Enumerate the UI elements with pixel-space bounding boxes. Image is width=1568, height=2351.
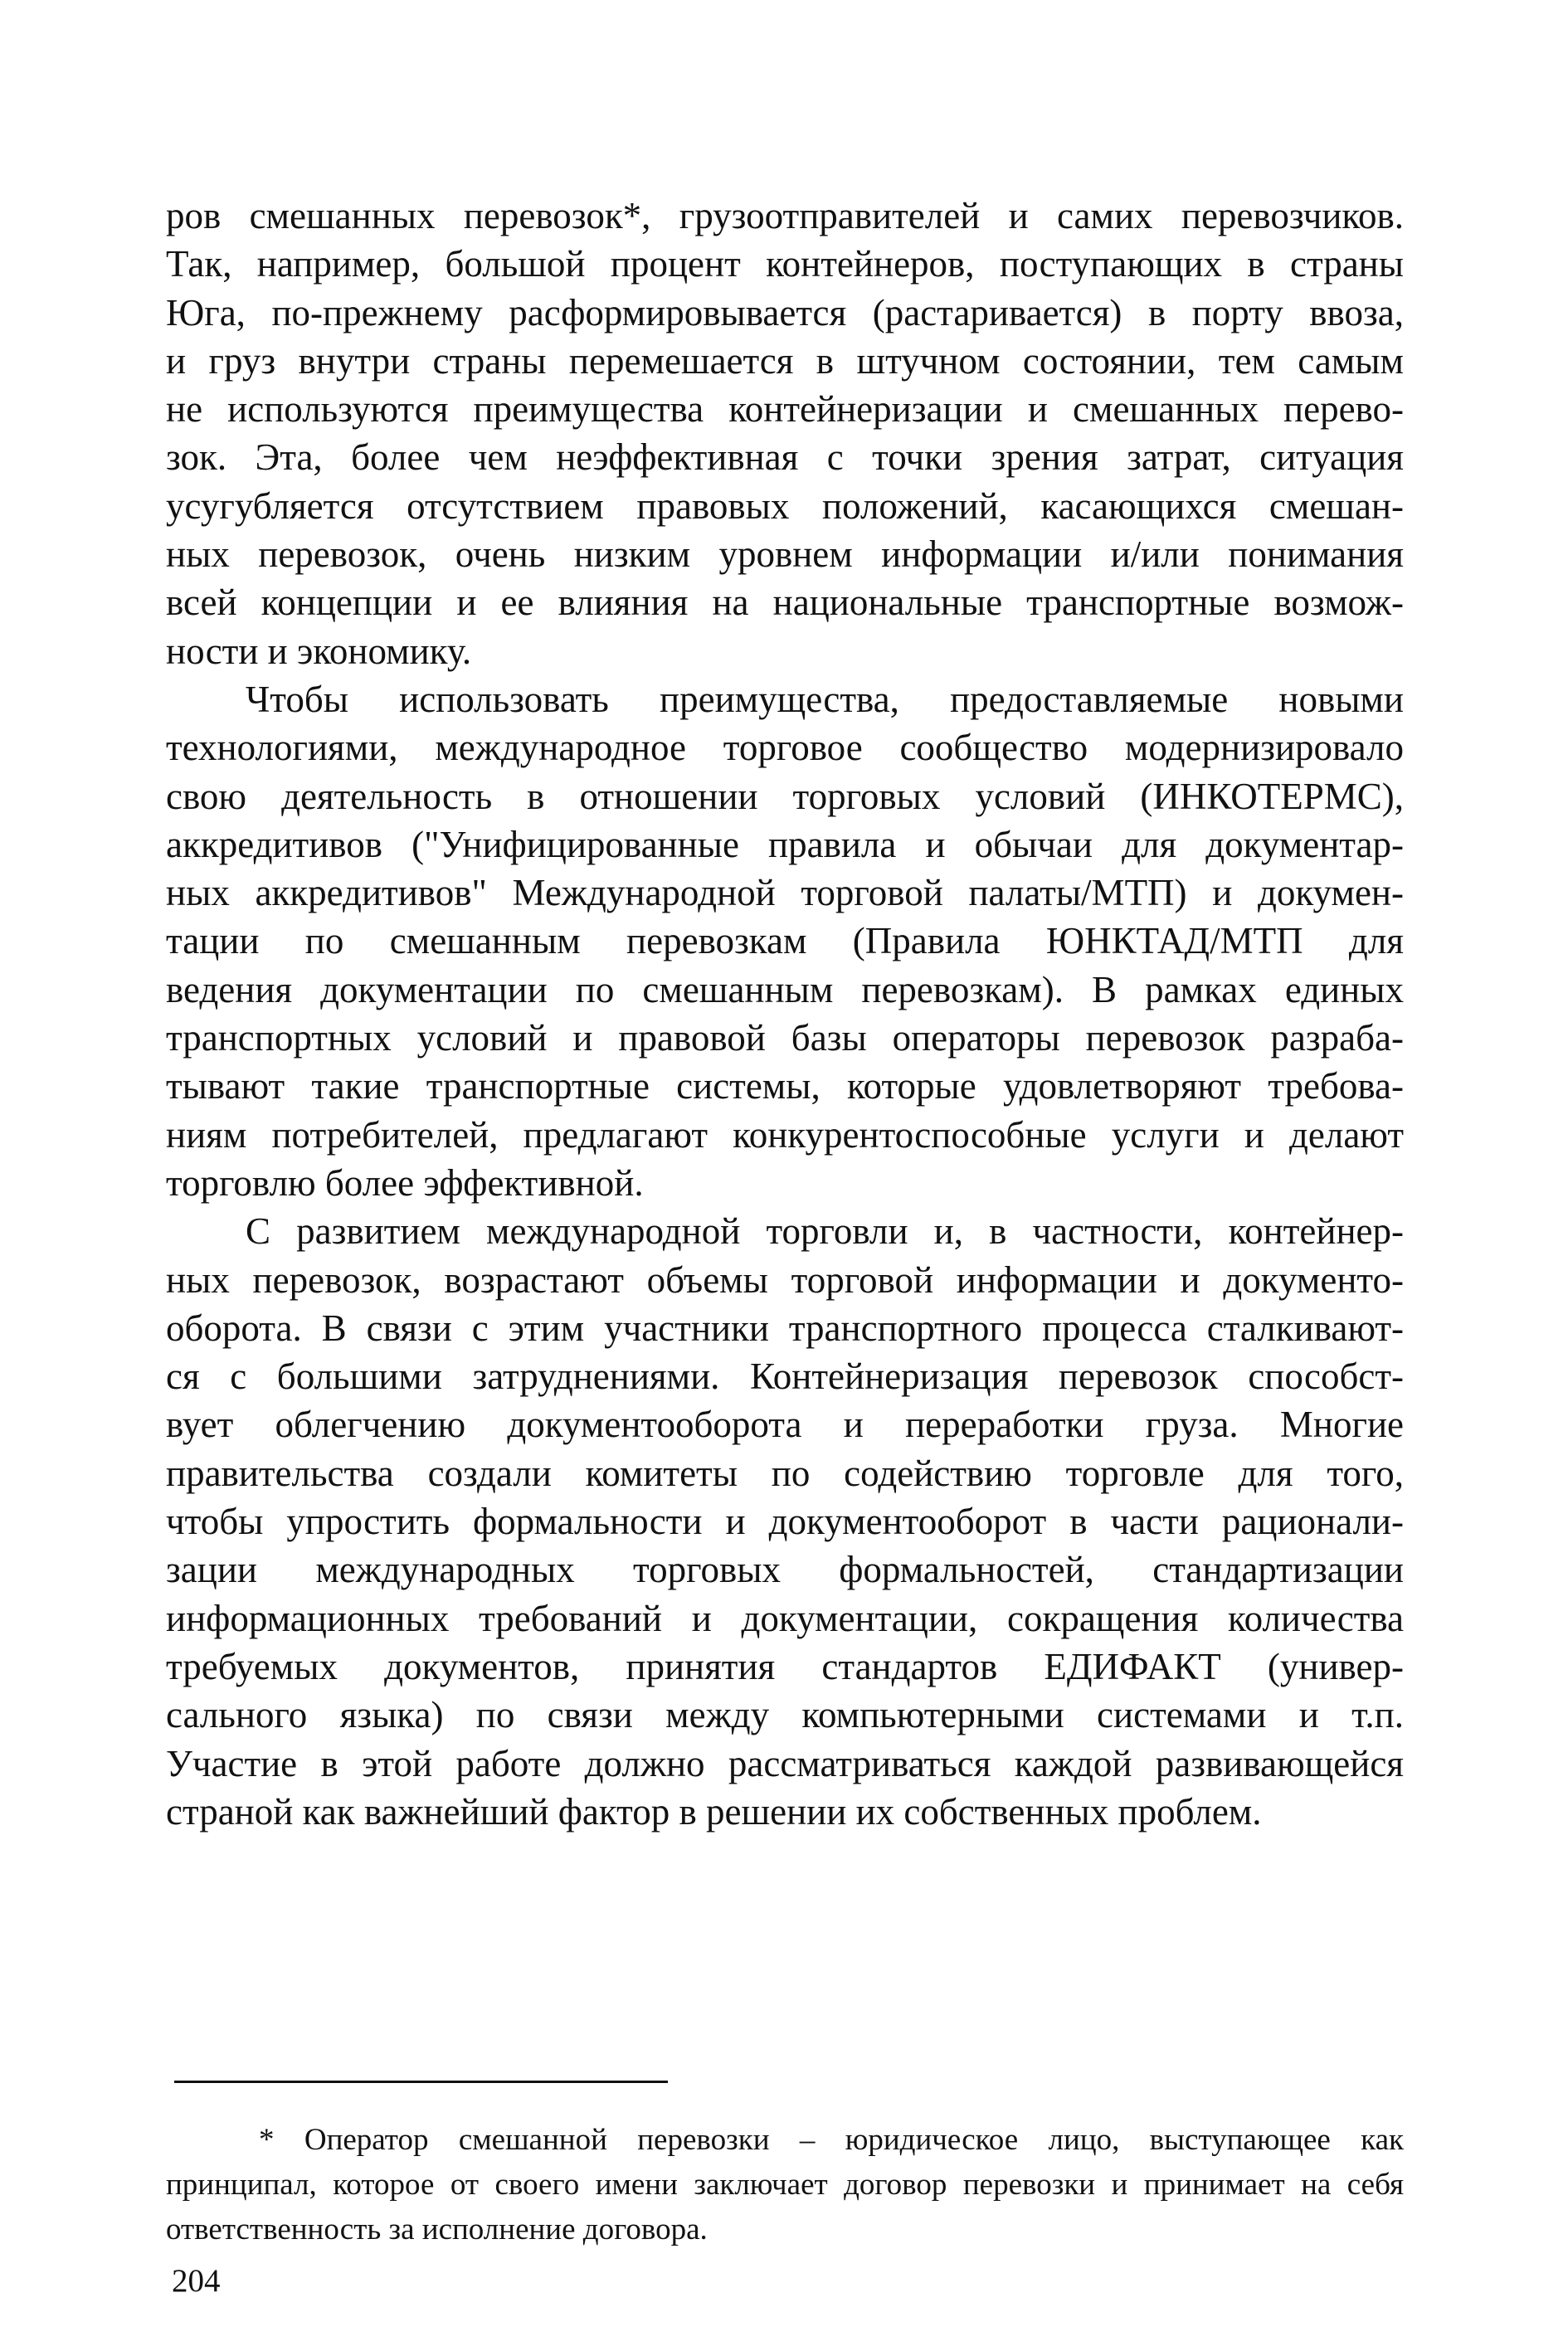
text-line: технологиями, международное торговое сообщество модернизировало bbox=[166, 727, 1404, 769]
text-line: ности и экономику. bbox=[166, 630, 472, 672]
paragraph-continuation bbox=[166, 192, 1404, 675]
footnote bbox=[166, 2118, 1404, 2252]
text-line: аккредитивов ("Унифицированные правила и обычаи для документар- bbox=[166, 823, 1404, 865]
footnote-line: ответственность за исполнение договора. bbox=[166, 2212, 708, 2246]
text-line: ведения документации по смешанным перевозкам). В рамках единых bbox=[166, 968, 1404, 1010]
body-text bbox=[166, 192, 1404, 1836]
text-line: С развитием международной торговли и, в частности, контейнер- bbox=[246, 1210, 1404, 1253]
text-line: правительства создали комитеты по содействию торговле для того, bbox=[166, 1452, 1404, 1494]
text-line: Юга, по-прежнему расформировывается (растаривается) в порту ввоза, bbox=[166, 291, 1404, 333]
text-line: ных перевозок, возрастают объемы торговой информации и документо- bbox=[166, 1258, 1404, 1301]
text-line: страной как важнейший фактор в решении их собственных проблем. bbox=[166, 1790, 1262, 1833]
text-line: Чтобы использовать преимущества, предоставляемые новыми bbox=[246, 678, 1404, 720]
text-line: требуемых документов, принятия стандартов ЕДИФАКТ (универ- bbox=[166, 1645, 1404, 1687]
text-line: вует облегчению документооборота и переработки груза. Многие bbox=[166, 1404, 1404, 1446]
paragraph-trade-information bbox=[166, 1207, 1404, 1836]
text-line: ся с большими затруднениями. Контейнеризация перевозок способст- bbox=[166, 1356, 1404, 1398]
paragraph-incoterms bbox=[166, 675, 1404, 1207]
text-line: информационных требований и документации, сокращения количества bbox=[166, 1597, 1404, 1639]
text-line: зок. Эта, более чем неэффективная с точки зрения затрат, ситуация bbox=[166, 436, 1404, 479]
text-line: свою деятельность в отношении торговых условий (ИНКОТЕРМС), bbox=[166, 775, 1404, 817]
text-line: ниям потребителей, предлагают конкурентоспособные услуги и делают bbox=[166, 1113, 1404, 1156]
text-line: торговлю более эффективной. bbox=[166, 1161, 644, 1204]
text-line: ных аккредитивов" Международной торговой палаты/МТП) и докумен- bbox=[166, 872, 1404, 914]
text-line: зации международных торговых формальностей, стандартизации bbox=[166, 1549, 1404, 1591]
text-line: ров смешанных перевозок*, грузоотправителей и самих перевозчиков. bbox=[166, 195, 1404, 236]
text-line: усугубляется отсутствием правовых положений, касающихся смешан- bbox=[166, 484, 1404, 527]
text-line: и груз внутри страны перемешается в штучном состоянии, тем самым bbox=[166, 339, 1404, 382]
text-line: ных перевозок, очень низким уровнем информации и/или понимания bbox=[166, 533, 1404, 576]
text-line: не используются преимущества контейнеризации и смешанных перево- bbox=[166, 388, 1404, 431]
footnote-line: * Оператор смешанной перевозки – юридическое лицо, выступающее как bbox=[259, 2123, 1404, 2157]
text-line: Участие в этой работе должно рассматриваться каждой развивающейся bbox=[166, 1742, 1404, 1784]
text-line: сального языка) по связи между компьютерными системами и т.п. bbox=[166, 1694, 1404, 1736]
text-line: тывают такие транспортные системы, которые удовлетворяют требова- bbox=[166, 1065, 1404, 1107]
page-number: 204 bbox=[172, 2263, 221, 2299]
text-line: всей концепции и ее влияния на национальные транспортные возмож- bbox=[166, 582, 1404, 624]
text-line: чтобы упростить формальности и документооборот в части рационали- bbox=[166, 1501, 1404, 1543]
text-line: тации по смешанным перевозкам (Правила ЮНКТАД/МТП для bbox=[166, 920, 1404, 962]
text-line: Так, например, большой процент контейнеров, поступающих в страны bbox=[166, 243, 1404, 285]
text-line: оборота. В связи с этим участники транспортного процесса сталкивают- bbox=[166, 1307, 1404, 1349]
footnote-divider bbox=[174, 2081, 668, 2083]
footnote-line: принципал, которое от своего имени заключает договор перевозки и принимает на себя bbox=[166, 2168, 1404, 2202]
text-line: транспортных условий и правовой базы операторы перевозок разраба- bbox=[166, 1017, 1404, 1059]
